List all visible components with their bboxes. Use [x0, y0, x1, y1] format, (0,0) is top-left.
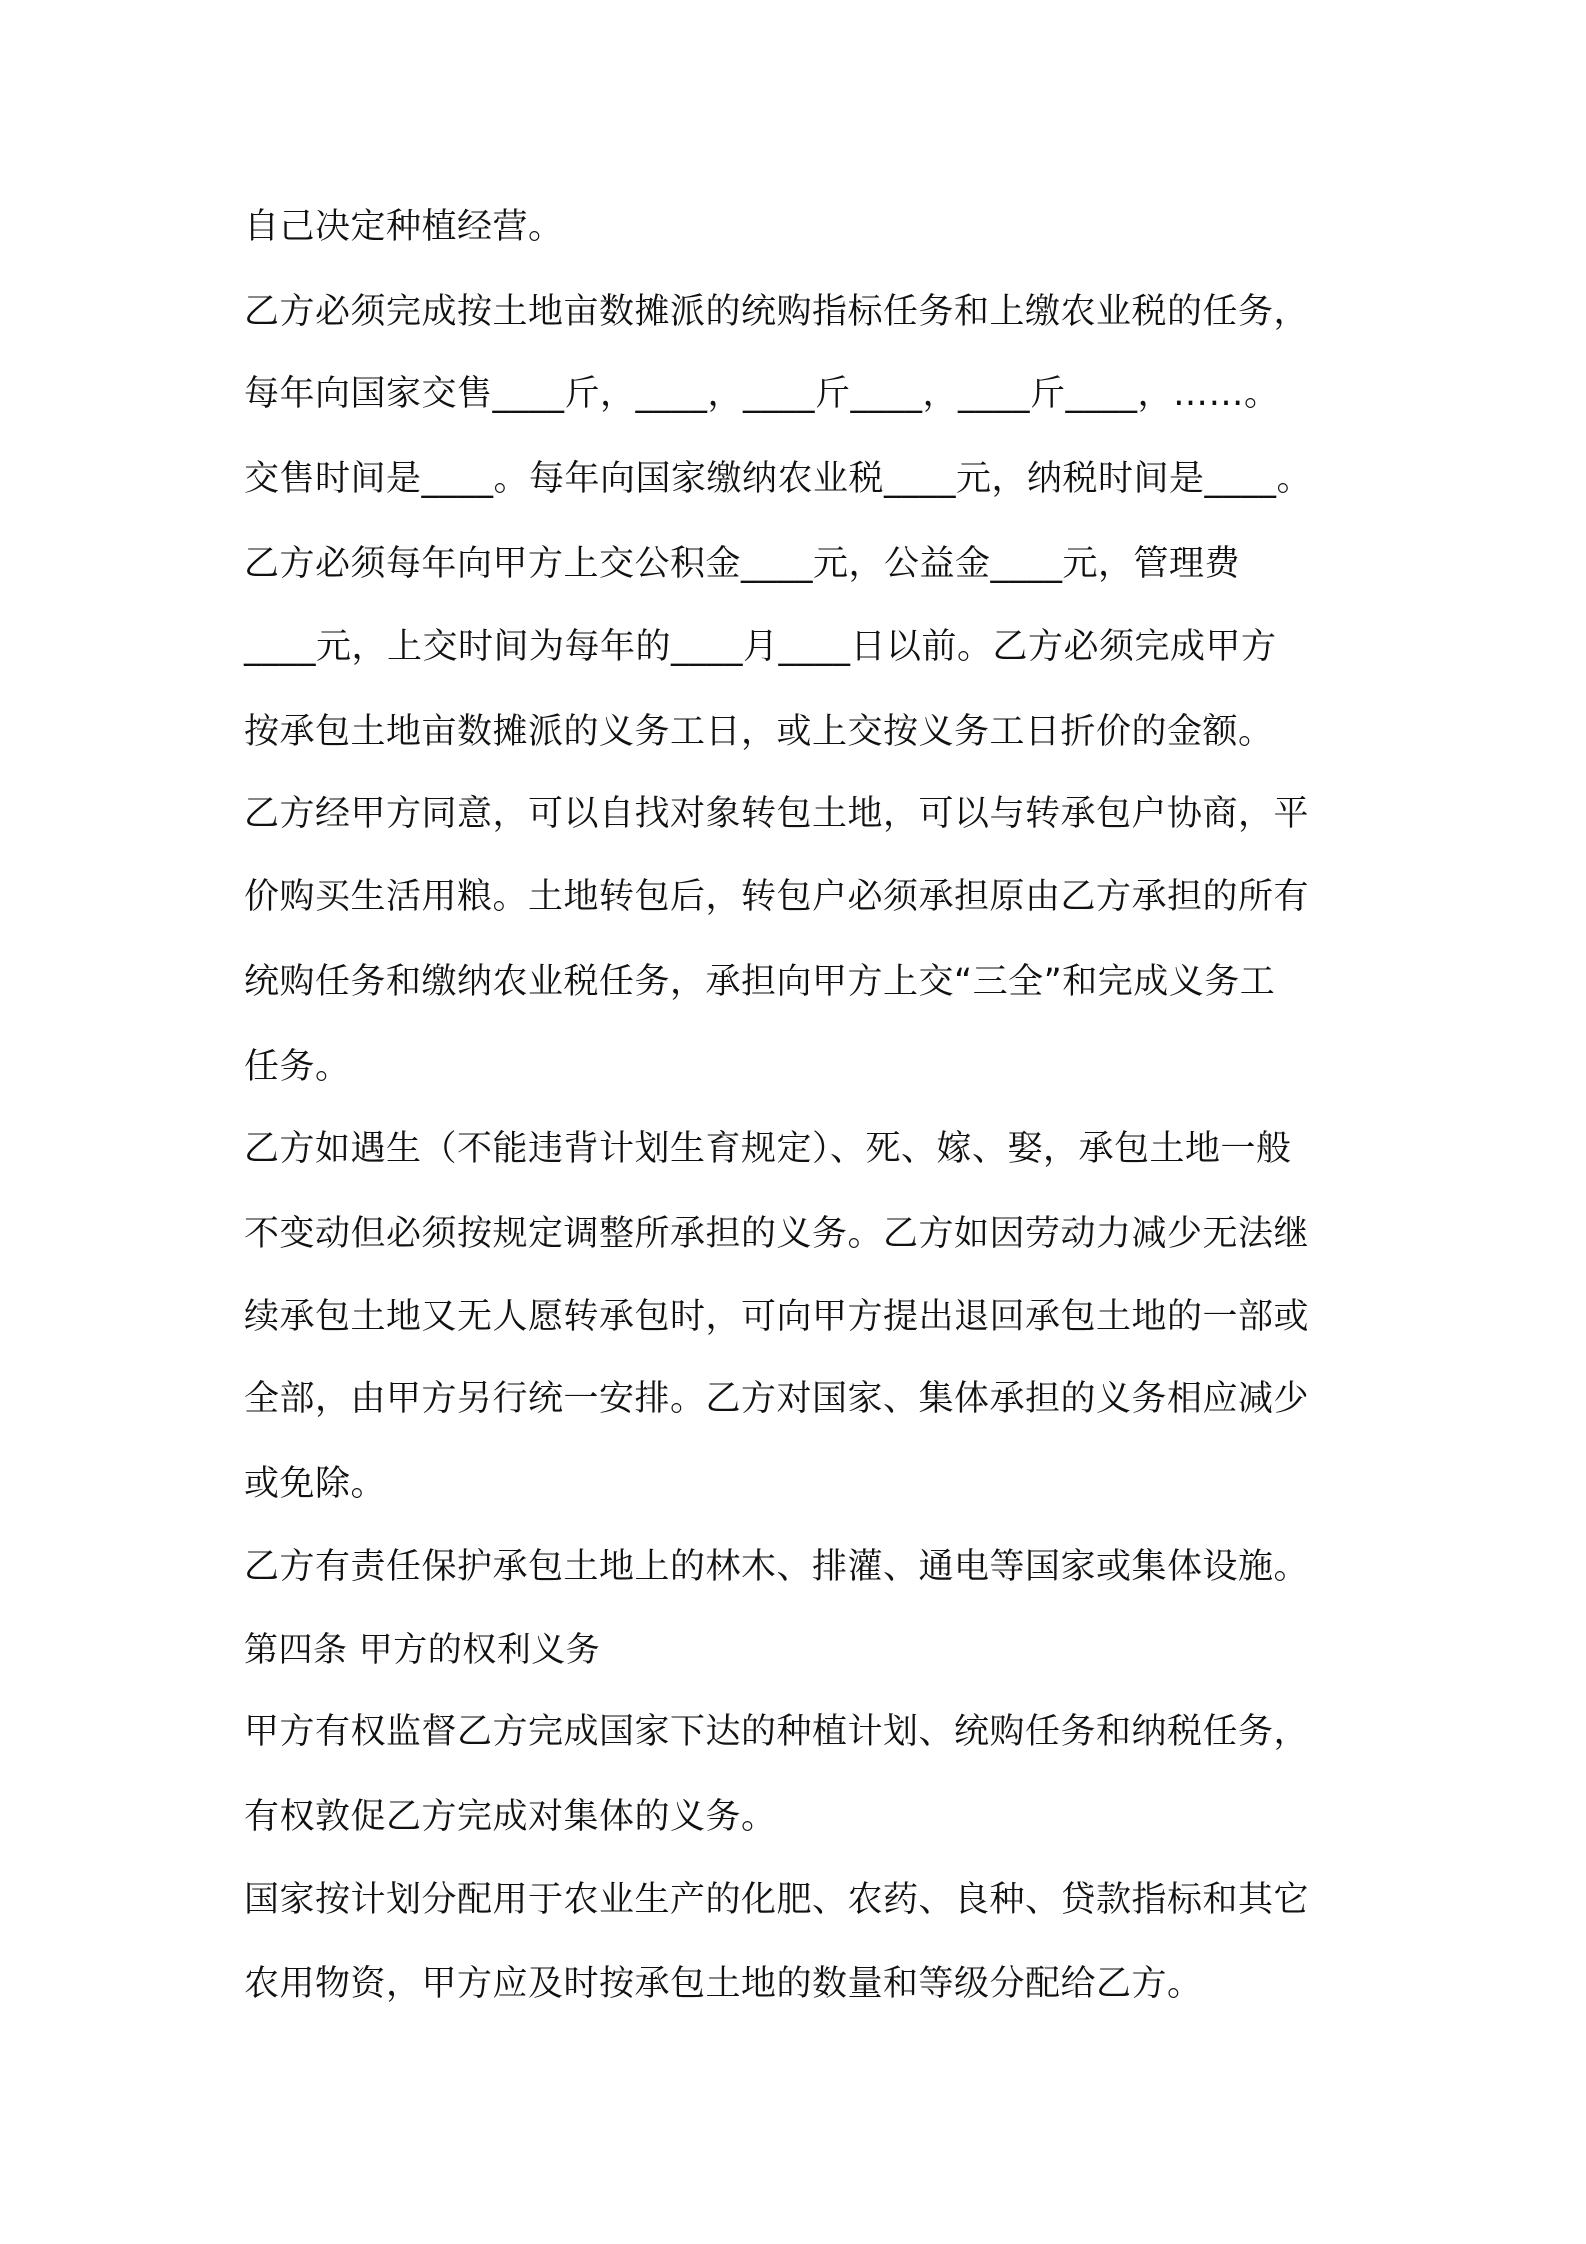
- text-line: 国家按计划分配用于农业生产的化肥、农药、良种、贷款指标和其它: [244, 1880, 1310, 1920]
- text-line: 或免除。: [244, 1464, 387, 1504]
- text-line: 农用物资，甲方应及时按承包土地的数量和等级分配给乙方。: [244, 1964, 1203, 2004]
- text-line: 每年向国家交售____斤，____，____斤____，____斤____，……。: [244, 374, 1280, 414]
- text-line: 续承包土地又无人愿转承包时，可向甲方提出退回承包土地的一部或: [244, 1297, 1310, 1337]
- text-line: 乙方如遇生（不能违背计划生育规定）、死、嫁、娶，承包土地一般: [244, 1129, 1292, 1169]
- text-line: 乙方有责任保护承包土地上的林木、排灌、通电等国家或集体设施。: [244, 1547, 1310, 1587]
- text-line: 全部，由甲方另行统一安排。乙方对国家、集体承担的义务相应减少: [244, 1379, 1310, 1419]
- text-line: 乙方必须每年向甲方上交公积金____元，公益金____元，管理费: [244, 544, 1241, 584]
- text-line: 价购买生活用粮。土地转包后，转包户必须承担原由乙方承担的所有: [244, 877, 1310, 917]
- text-line: 交售时间是____。每年向国家缴纳农业税____元，纳税时间是____。: [244, 459, 1313, 499]
- text-line: 不变动但必须按规定调整所承担的义务。乙方如因劳动力减少无法继: [244, 1214, 1310, 1254]
- section-heading: 第四条 甲方的权利义务: [244, 1630, 601, 1670]
- text-line: 甲方有权监督乙方完成国家下达的种植计划、统购任务和纳税任务，: [244, 1712, 1310, 1752]
- text-line: 任务。: [244, 1047, 351, 1087]
- text-line: 有权敦促乙方完成对集体的义务。: [244, 1797, 777, 1837]
- text-line: 按承包土地亩数摊派的义务工日，或上交按义务工日折价的金额。: [244, 712, 1274, 752]
- text-line: 自己决定种植经营。: [244, 207, 564, 247]
- text-line: 乙方必须完成按土地亩数摊派的统购指标任务和上缴农业税的任务，: [244, 292, 1310, 332]
- text-line: 乙方经甲方同意，可以自找对象转包土地，可以与转承包户协商，平: [244, 794, 1310, 834]
- text-line: 统购任务和缴纳农业税任务，承担向甲方上交“三全”和完成义务工: [244, 962, 1276, 1002]
- text-line: ____元，上交时间为每年的____月____日以前。乙方必须完成甲方: [244, 627, 1277, 667]
